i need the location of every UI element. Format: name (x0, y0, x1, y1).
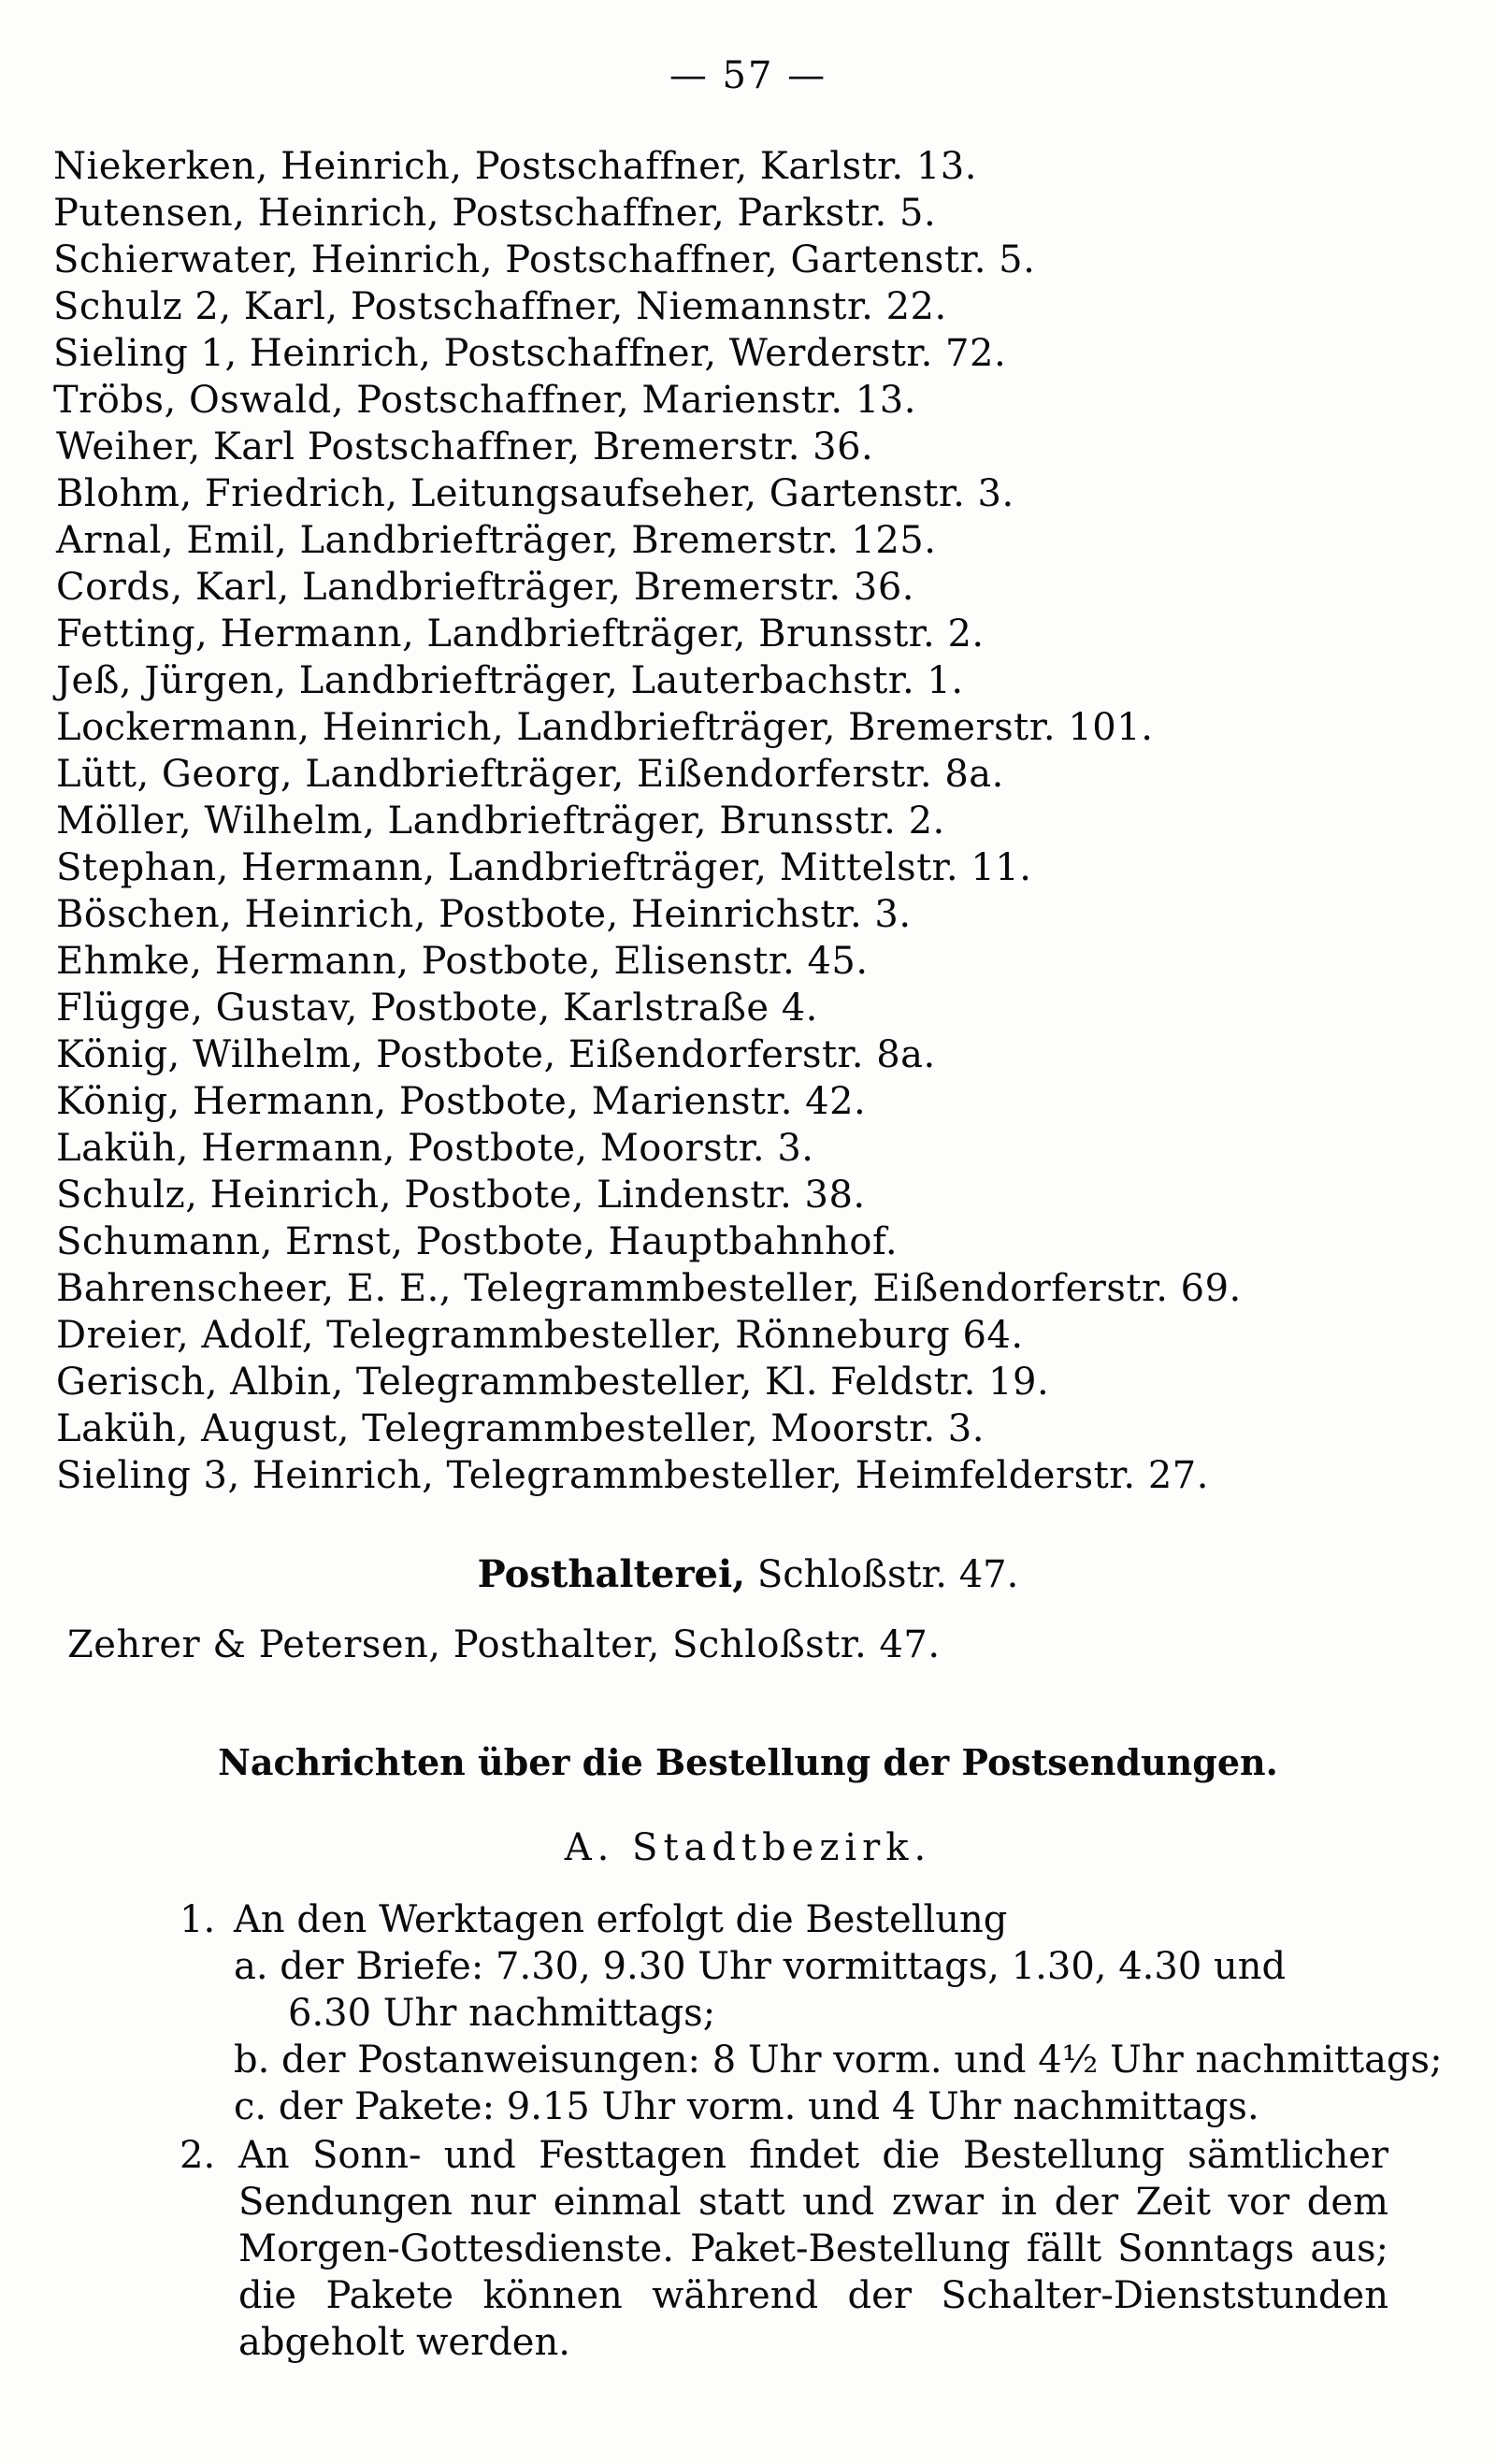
staff-entry: Tröbs, Oswald, Postschaffner, Marienstr. 13. (53, 379, 916, 422)
staff-entry: Schumann, Ernst, Postbote, Hauptbahnhof. (56, 1220, 899, 1263)
staff-entry: König, Hermann, Postbote, Marienstr. 42. (56, 1080, 867, 1123)
page-number: — 57 — (669, 54, 827, 97)
staff-entry: Sieling 1, Heinrich, Postschaffner, Werderstr. 72. (53, 332, 1007, 375)
sub-item-a: a. der Briefe: 7.30, 9.30 Uhr vormittags, 1.30, 4.30 und (234, 1945, 1287, 1988)
item-number: 1. (180, 1898, 216, 1941)
posthalterei-heading (0, 1552, 1496, 1596)
staff-entry: Weiher, Karl Postschaffner, Bremerstr. 36. (56, 425, 874, 468)
sub-item-b: b. der Postanweisungen: 8 Uhr vorm. und 4½ Uhr nachmittags; (234, 2039, 1443, 2082)
staff-entry: Stephan, Hermann, Landbriefträger, Mittelstr. 11. (56, 846, 1032, 889)
staff-entry: Putensen, Heinrich, Postschaffner, Parkstr. 5. (53, 192, 937, 235)
staff-entry: Schierwater, Heinrich, Postschaffner, Gartenstr. 5. (53, 238, 1036, 281)
staff-entry: Lockermann, Heinrich, Landbriefträger, Bremerstr. 101. (56, 706, 1154, 749)
staff-entry: Lütt, Georg, Landbriefträger, Eißendorferstr. 8a. (56, 753, 1004, 796)
staff-entry: Gerisch, Albin, Telegrammbesteller, Kl. Feldstr. 19. (56, 1361, 1050, 1404)
staff-entry: Sieling 3, Heinrich, Telegrammbesteller, Heimfelderstr. 27. (56, 1454, 1209, 1497)
staff-entry: Schulz, Heinrich, Postbote, Lindenstr. 38. (56, 1174, 866, 1217)
item-text: An Sonn- und Festtagen findet die Bestellung sämtlicher Sendungen nur einmal statt und zwar in der Zeit vor dem Morgen-Gottesdienste. Paket-Bestellung fällt Sonntags aus; die Pakete können während der Schalter-Dienststunden abgeholt werden. (238, 2134, 1388, 2364)
staff-entry: Dreier, Adolf, Telegrammbesteller, Rönneburg 64. (56, 1314, 1024, 1357)
staff-entry: König, Wilhelm, Postbote, Eißendorferstr. 8a. (56, 1033, 936, 1076)
delivery-heading: Nachrichten über die Bestellung der Postsendungen. (218, 1741, 1278, 1783)
staff-entry: Laküh, August, Telegrammbesteller, Moorstr. 3. (56, 1407, 985, 1450)
staff-entry: Fetting, Hermann, Landbriefträger, Brunsstr. 2. (56, 612, 985, 656)
staff-entry: Möller, Wilhelm, Landbriefträger, Brunsstr. 2. (56, 800, 945, 843)
staff-entry: Flügge, Gustav, Postbote, Karlstraße 4. (56, 987, 818, 1030)
staff-list (53, 143, 1456, 1499)
posthalterei-title: Posthalterei, (477, 1552, 746, 1596)
sub-item-a-continued: 6.30 Uhr nachmittags; (288, 1992, 716, 2035)
subsection-title: A. Stadtbezirk. (564, 1826, 932, 1869)
staff-entry: Ehmke, Hermann, Postbote, Elisenstr. 45. (56, 940, 869, 983)
staff-entry: Cords, Karl, Landbriefträger, Bremerstr. 36. (56, 566, 914, 609)
staff-entry: Arnal, Emil, Landbriefträger, Bremerstr. 125. (56, 519, 937, 562)
staff-entry: Laküh, Hermann, Postbote, Moorstr. 3. (56, 1127, 814, 1170)
staff-entry: Böschen, Heinrich, Postbote, Heinrichstr. 3. (56, 893, 912, 936)
staff-entry: Blohm, Friedrich, Leitungsaufseher, Gartenstr. 3. (56, 472, 1014, 515)
staff-entry: Bahrenscheer, E. E., Telegrammbesteller, Eißendorferstr. 69. (56, 1267, 1242, 1310)
staff-entry: Niekerken, Heinrich, Postschaffner, Karlstr. 13. (53, 145, 977, 188)
item-number: 2. (180, 2134, 216, 2177)
staff-entry: Jeß, Jürgen, Landbriefträger, Lauterbachstr. 1. (56, 659, 964, 702)
posthalterei-address: Schloßstr. 47. (756, 1553, 1019, 1596)
staff-entry: Schulz 2, Karl, Postschaffner, Niemannstr. 22. (53, 285, 947, 328)
sub-item-c: c. der Pakete: 9.15 Uhr vorm. und 4 Uhr nachmittags. (234, 2085, 1259, 2128)
item-text: An den Werktagen erfolgt die Bestellung (234, 1898, 1008, 1941)
posthalter-entry: Zehrer & Petersen, Posthalter, Schloßstr. 47. (67, 1623, 941, 1666)
